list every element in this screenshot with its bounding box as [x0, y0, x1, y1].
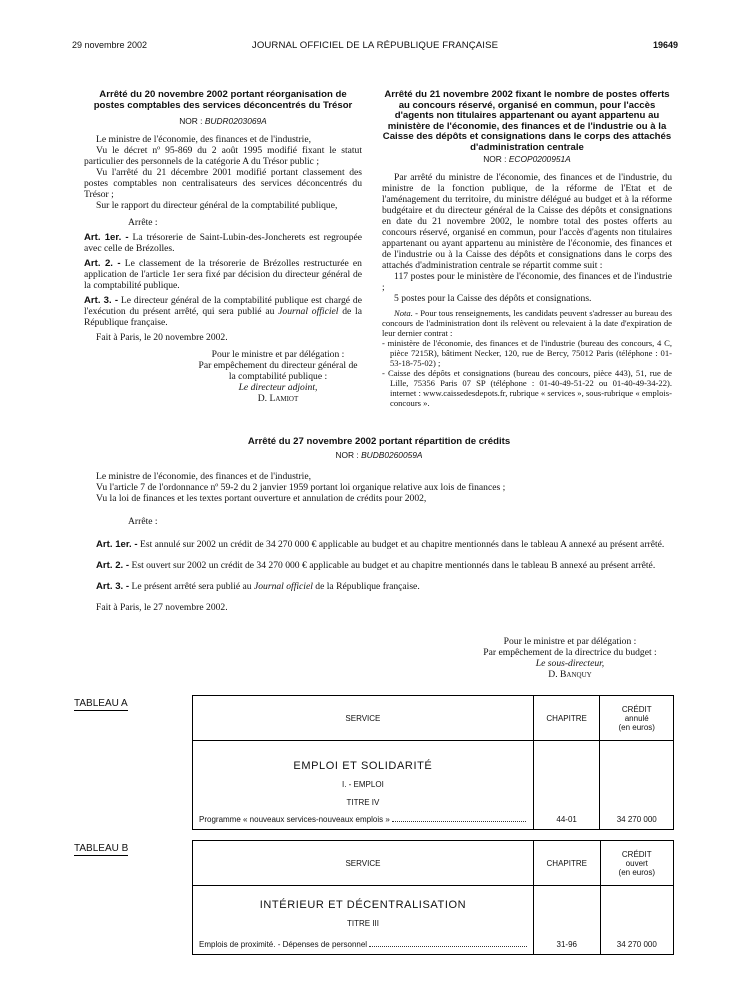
section-title: INTÉRIEUR ET DÉCENTRALISATION	[259, 899, 467, 911]
row-label	[199, 939, 527, 950]
nor-code: BUDR0203069A	[204, 116, 267, 126]
col-service: SERVICE	[193, 841, 534, 886]
center-art3	[84, 581, 674, 592]
art-text: Est ouvert sur 2002 un crédit de 34 270 000 € applicable au budget et au chapitre mentionnés dans le tableau B annexé au présent arrêté.	[131, 559, 656, 571]
sig-line: Pour le ministre et par délégation :	[503, 636, 637, 647]
center-title: Arrêté du 27 novembre 2002 portant répartition de crédits	[247, 436, 511, 447]
art-label: Art. 2. -	[96, 559, 130, 571]
table-header-row	[193, 696, 674, 741]
credit-line: CRÉDIT	[621, 849, 652, 859]
center-p2: Vu l'article 7 de l'ordonnance nº 59-2 du 2 janvier 1959 portant loi organique relative aux lois de finances ;	[96, 481, 506, 493]
journal-officiel: Journal officiel	[278, 306, 339, 317]
nota-text: Pour tous renseignements, les candidats peuvent s'adresser au bureau des concours de l'administration dont ils relèvent ou relevaient à la date d'expiration de leur dernier contrat :	[382, 308, 672, 338]
sig-name: D. Banquy	[548, 669, 592, 680]
left-signature	[194, 349, 362, 404]
art-text: La trésorerie de Saint-Lubin-des-Joncherets est regroupée avec celle de Brézolles.	[84, 232, 363, 254]
center-fait: Fait à Paris, le 27 novembre 2002.	[96, 601, 228, 613]
table-row	[193, 741, 674, 830]
chapitre-cell: 44-01	[533, 741, 600, 830]
art-label: Art. 3. -	[96, 580, 130, 592]
sub-title: I. - EMPLOI	[342, 780, 384, 789]
left-art3	[84, 295, 362, 328]
titre-label: TITRE IV	[346, 798, 380, 807]
left-nor	[84, 116, 362, 127]
titre-label: TITRE III	[346, 919, 379, 928]
center-arrete	[84, 437, 674, 613]
credit-line: annulé	[624, 713, 649, 723]
table-header-row	[193, 841, 674, 886]
row-label-text: Emplois de proximité. - Dépenses de personnel	[199, 940, 368, 949]
chapitre-cell: 31-96	[533, 886, 600, 955]
service-cell	[193, 741, 534, 830]
row-label	[199, 814, 527, 825]
tableau-b	[192, 840, 674, 955]
center-art1	[84, 539, 674, 550]
right-column	[382, 90, 672, 408]
left-arrete: Arrête :	[128, 217, 158, 228]
tableau-b-label: TABLEAU B	[74, 843, 129, 854]
center-p1: Le ministre de l'économie, des finances et de l'industrie,	[96, 470, 311, 482]
section-title: EMPLOI ET SOLIDARITÉ	[293, 760, 433, 772]
page-header	[72, 40, 678, 54]
col-chapitre: CHAPITRE	[533, 696, 600, 741]
art-label: Art. 2. -	[84, 258, 121, 269]
nor-label: NOR :	[483, 154, 507, 164]
nor-code: ECOP0200951A	[508, 154, 571, 164]
sig-line: Pour le ministre et par délégation :	[211, 349, 345, 360]
center-nor	[84, 450, 674, 461]
row-label-text: Programme « nouveaux services-nouveaux emplois »	[199, 815, 390, 824]
center-arrete-word: Arrête :	[128, 515, 158, 527]
right-nor	[382, 154, 672, 165]
credit-line: (en euros)	[618, 722, 655, 732]
col-credit	[600, 841, 673, 886]
journal-officiel: Journal officiel	[254, 580, 313, 592]
credit-cell: 34 270 000	[600, 741, 674, 830]
center-p3: Vu la loi de finances et les textes portant ouverture et annulation de crédits pour 2002,	[96, 492, 427, 504]
left-art2	[84, 258, 362, 291]
center-signature	[440, 636, 700, 680]
nota-label: Nota. -	[394, 308, 418, 318]
right-p1: Par arrêté du ministre de l'économie, des finances et de l'industrie, du ministre de la fonction publique, de la réforme de l'Etat et de l'aménagement du territoire, du ministre délégué au budget et à la réforme budgétaire et du directeur général de la Caisse des dépôts et consignations en date du 21 novembre 2002, le nombre total des postes offerts au concours réservé, organisé en commun, pour l'accès d'agents non titulaires appartenant ou ayant appartenu au ministère de l'économie, des finances et de l'industrie ou à la Caisse des dépôts et consignations dans le corps des attachés d'administration centrale se répartit comme suit :	[382, 172, 672, 271]
right-nota	[382, 308, 672, 408]
nor-code: BUDB0260059A	[361, 449, 423, 460]
sig-name: D. Lamiot	[257, 393, 299, 404]
left-fait: Fait à Paris, le 20 novembre 2002.	[96, 332, 228, 343]
col-credit	[600, 696, 674, 741]
center-art2	[84, 560, 674, 571]
right-p2: 117 postes pour le ministère de l'économie, des finances et de l'industrie ;	[382, 271, 672, 293]
credit-line: CRÉDIT	[621, 704, 652, 714]
leader-dots	[392, 821, 527, 822]
right-title: Arrêté du 21 novembre 2002 fixant le nombre de postes offerts au concours réservé, organisé en commun, pour l'accès d'agents non titulaires appartenant ou ayant appartenu au ministère de l'économie, des finances et de l'industrie ou à la Caisse des dépôts et consignations dans le corps des attachés d'administration centrale	[382, 89, 672, 153]
credit-line: ouvert	[625, 858, 648, 868]
credit-cell: 34 270 000	[600, 886, 673, 955]
art-text: Le classement de la trésorerie de Brézolles restructurée en application de l'article 1er sera fixé par décision du directeur général de la comptabilité publique.	[84, 258, 362, 291]
art-text: Est annulé sur 2002 un crédit de 34 270 000 € applicable au budget et au chapitre mentionnés dans le tableau A annexé au présent arrêté.	[140, 538, 665, 550]
left-p1: Le ministre de l'économie, des finances et de l'industrie,	[96, 134, 311, 145]
sig-line: Par empêchement du directeur général de la comptabilité publique :	[198, 360, 358, 382]
art-label: Art. 1er. -	[96, 538, 138, 550]
header-date: 29 novembre 2002	[72, 40, 148, 50]
sig-line: Par empêchement de la directrice du budget :	[483, 647, 657, 658]
sig-line: Le sous-directeur,	[535, 658, 605, 669]
header-page-number: 19649	[652, 40, 678, 50]
sig-line: Le directeur adjoint,	[238, 382, 318, 393]
left-p2: Vu le décret nº 95-869 du 2 août 1995 modifié fixant le statut particulier des personnels de la catégorie A du Trésor public ;	[84, 145, 362, 167]
left-p4: Sur le rapport du directeur général de la comptabilité publique,	[96, 200, 338, 211]
left-art1	[84, 232, 362, 254]
art-text: Le directeur général de la comptabilité publique est chargé de l'exécution du présent arrêté, qui sera publié au	[84, 295, 362, 317]
tableau-a-label: TABLEAU A	[74, 698, 128, 709]
nor-label: NOR :	[335, 449, 359, 460]
art-text: de la République française.	[84, 306, 362, 328]
left-p3: Vu l'arrêté du 21 décembre 2001 modifié portant classement des postes comptables non centralisateurs des services déconcentrés du Trésor ;	[84, 167, 362, 200]
col-service: SERVICE	[193, 696, 534, 741]
col-chapitre: CHAPITRE	[533, 841, 600, 886]
left-column	[84, 90, 362, 404]
header-journal-title: JOURNAL OFFICIEL DE LA RÉPUBLIQUE FRANÇAISE	[251, 40, 499, 51]
table-row	[193, 886, 674, 955]
left-title: Arrêté du 20 novembre 2002 portant réorganisation de postes comptables des services déconcentrés du Trésor	[93, 89, 353, 111]
tableau-a	[192, 695, 674, 830]
nota-item: - ministère de l'économie, des finances et de l'industrie (bureau des concours, 4 C, pièce 7215R), bâtiment Necker, 120, rue de Bercy, 75012 Paris (téléphone : 01-53-18-75-02) ;	[382, 338, 672, 368]
art-text: de la République française.	[315, 580, 420, 592]
leader-dots	[369, 946, 527, 947]
art-label: Art. 1er. -	[84, 232, 129, 243]
service-cell	[193, 886, 534, 955]
credit-line: (en euros)	[618, 867, 656, 877]
art-text: Le présent arrêté sera publié au	[131, 580, 252, 592]
right-p3: 5 postes pour la Caisse des dépôts et consignations.	[394, 293, 592, 304]
nota-item: - Caisse des dépôts et consignations (bureau des concours, pièce 443), 51, rue de Lille, 75356 Paris 07 SP (téléphone : 01-40-49-51-22 ou 01-40-49-34-22). internet : www.caissedesdepots.fr, rubrique « services », sous-rubrique « emplois-concours ».	[382, 368, 672, 408]
nor-label: NOR :	[179, 116, 203, 126]
art-label: Art. 3. -	[84, 295, 119, 306]
